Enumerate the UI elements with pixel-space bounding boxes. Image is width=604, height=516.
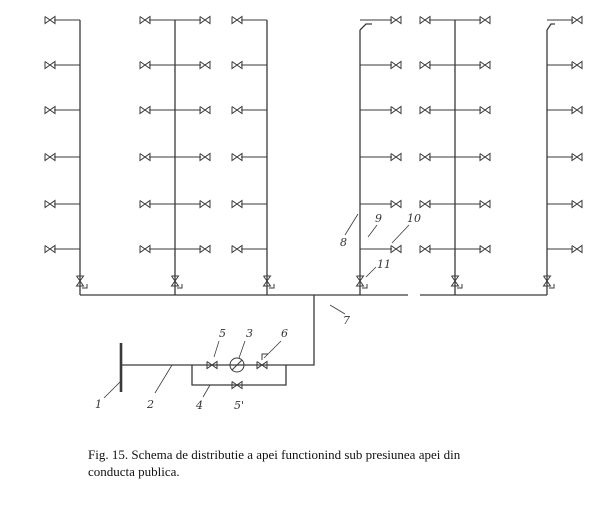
label-3: 3: [246, 327, 253, 340]
tap-valve-icon: [232, 201, 242, 208]
tap-valve-icon: [140, 246, 150, 253]
tap-valve-icon: [391, 154, 401, 161]
label-11: 11: [377, 258, 391, 271]
tap-valve-icon: [232, 107, 242, 114]
leader-8: [345, 214, 358, 235]
label-8: 8: [340, 236, 347, 249]
tap-valve-icon: [391, 246, 401, 253]
tap-valve-icon: [572, 154, 582, 161]
tap-valve-icon: [480, 154, 490, 161]
tap-valve-icon: [572, 201, 582, 208]
leader-10: [392, 225, 409, 243]
tap-valve-icon: [232, 154, 242, 161]
tap-valve-icon: [480, 201, 490, 208]
tap-valve-icon: [420, 154, 430, 161]
tap-valve-icon: [480, 246, 490, 253]
tap-valve-icon: [572, 246, 582, 253]
leader-2: [155, 365, 172, 393]
tap-valve-icon: [140, 62, 150, 69]
tap-valve-icon: [200, 201, 210, 208]
label-1: 1: [95, 398, 102, 411]
label-7: 7: [343, 314, 350, 327]
tap-valve-icon: [420, 62, 430, 69]
label-9: 9: [375, 212, 382, 225]
leader-9: [368, 225, 377, 237]
leader-3: [239, 341, 245, 358]
leader-4: [203, 385, 210, 397]
tap-valve-icon: [200, 154, 210, 161]
tap-valve-icon: [140, 154, 150, 161]
tap-valve-icon: [140, 17, 150, 24]
figure-caption: [88, 446, 558, 480]
tap-valve-icon: [420, 17, 430, 24]
leader-5: [214, 341, 219, 357]
pipe-network: [80, 20, 555, 398]
tap-valve-icon: [140, 201, 150, 208]
tap-valve-icon: [391, 107, 401, 114]
service-pipe: [286, 295, 314, 365]
tap-valve-icon: [480, 17, 490, 24]
tap-valve-icon: [572, 62, 582, 69]
tap-valve-icon: [200, 246, 210, 253]
tap-valve-icon: [45, 17, 55, 24]
leader-6: [264, 341, 281, 358]
tap-valve-icon: [45, 107, 55, 114]
tap-valve-icon: [45, 62, 55, 69]
tap-valve-icon: [232, 17, 242, 24]
tap-valve-icon: [391, 201, 401, 208]
tap-valve-icon: [420, 107, 430, 114]
caption-line-1: Fig. 15. Schema de distributie a apei functionind sub presiunea apei din: [88, 447, 461, 462]
label-set: [95, 212, 421, 412]
label-4: 4: [196, 399, 203, 412]
label-6: 6: [281, 327, 288, 340]
tap-valve-icon: [232, 62, 242, 69]
tap-valve-icon: [45, 246, 55, 253]
leader-1: [104, 381, 121, 398]
leader-11: [366, 267, 376, 277]
label-10: 10: [407, 212, 421, 225]
tap-valve-icon: [232, 246, 242, 253]
tap-valve-icon: [572, 107, 582, 114]
tap-valve-icon: [45, 154, 55, 161]
tap-valve-icon: [45, 201, 55, 208]
tap-valve-icon: [140, 107, 150, 114]
riser-6-top-bend: [547, 24, 555, 30]
tap-valve-icon: [420, 246, 430, 253]
tap-valve-icon: [200, 17, 210, 24]
tap-valve-icon: [391, 62, 401, 69]
label-5: 5: [219, 327, 226, 340]
riser-4-top-bend: [360, 24, 372, 30]
bypass-pipe: [192, 365, 286, 385]
tap-valve-icon: [480, 107, 490, 114]
tap-valve-icon: [200, 107, 210, 114]
leader-7: [330, 305, 345, 314]
tap-valve-icon: [200, 62, 210, 69]
caption-line-2: conducta publica.: [88, 464, 180, 479]
label-2: 2: [147, 398, 154, 411]
tap-valve-icon: [480, 62, 490, 69]
label-5-prime: 5': [234, 399, 245, 412]
tap-valve-icon: [420, 201, 430, 208]
tap-valve-icon: [391, 17, 401, 24]
tap-valve-icon: [572, 17, 582, 24]
